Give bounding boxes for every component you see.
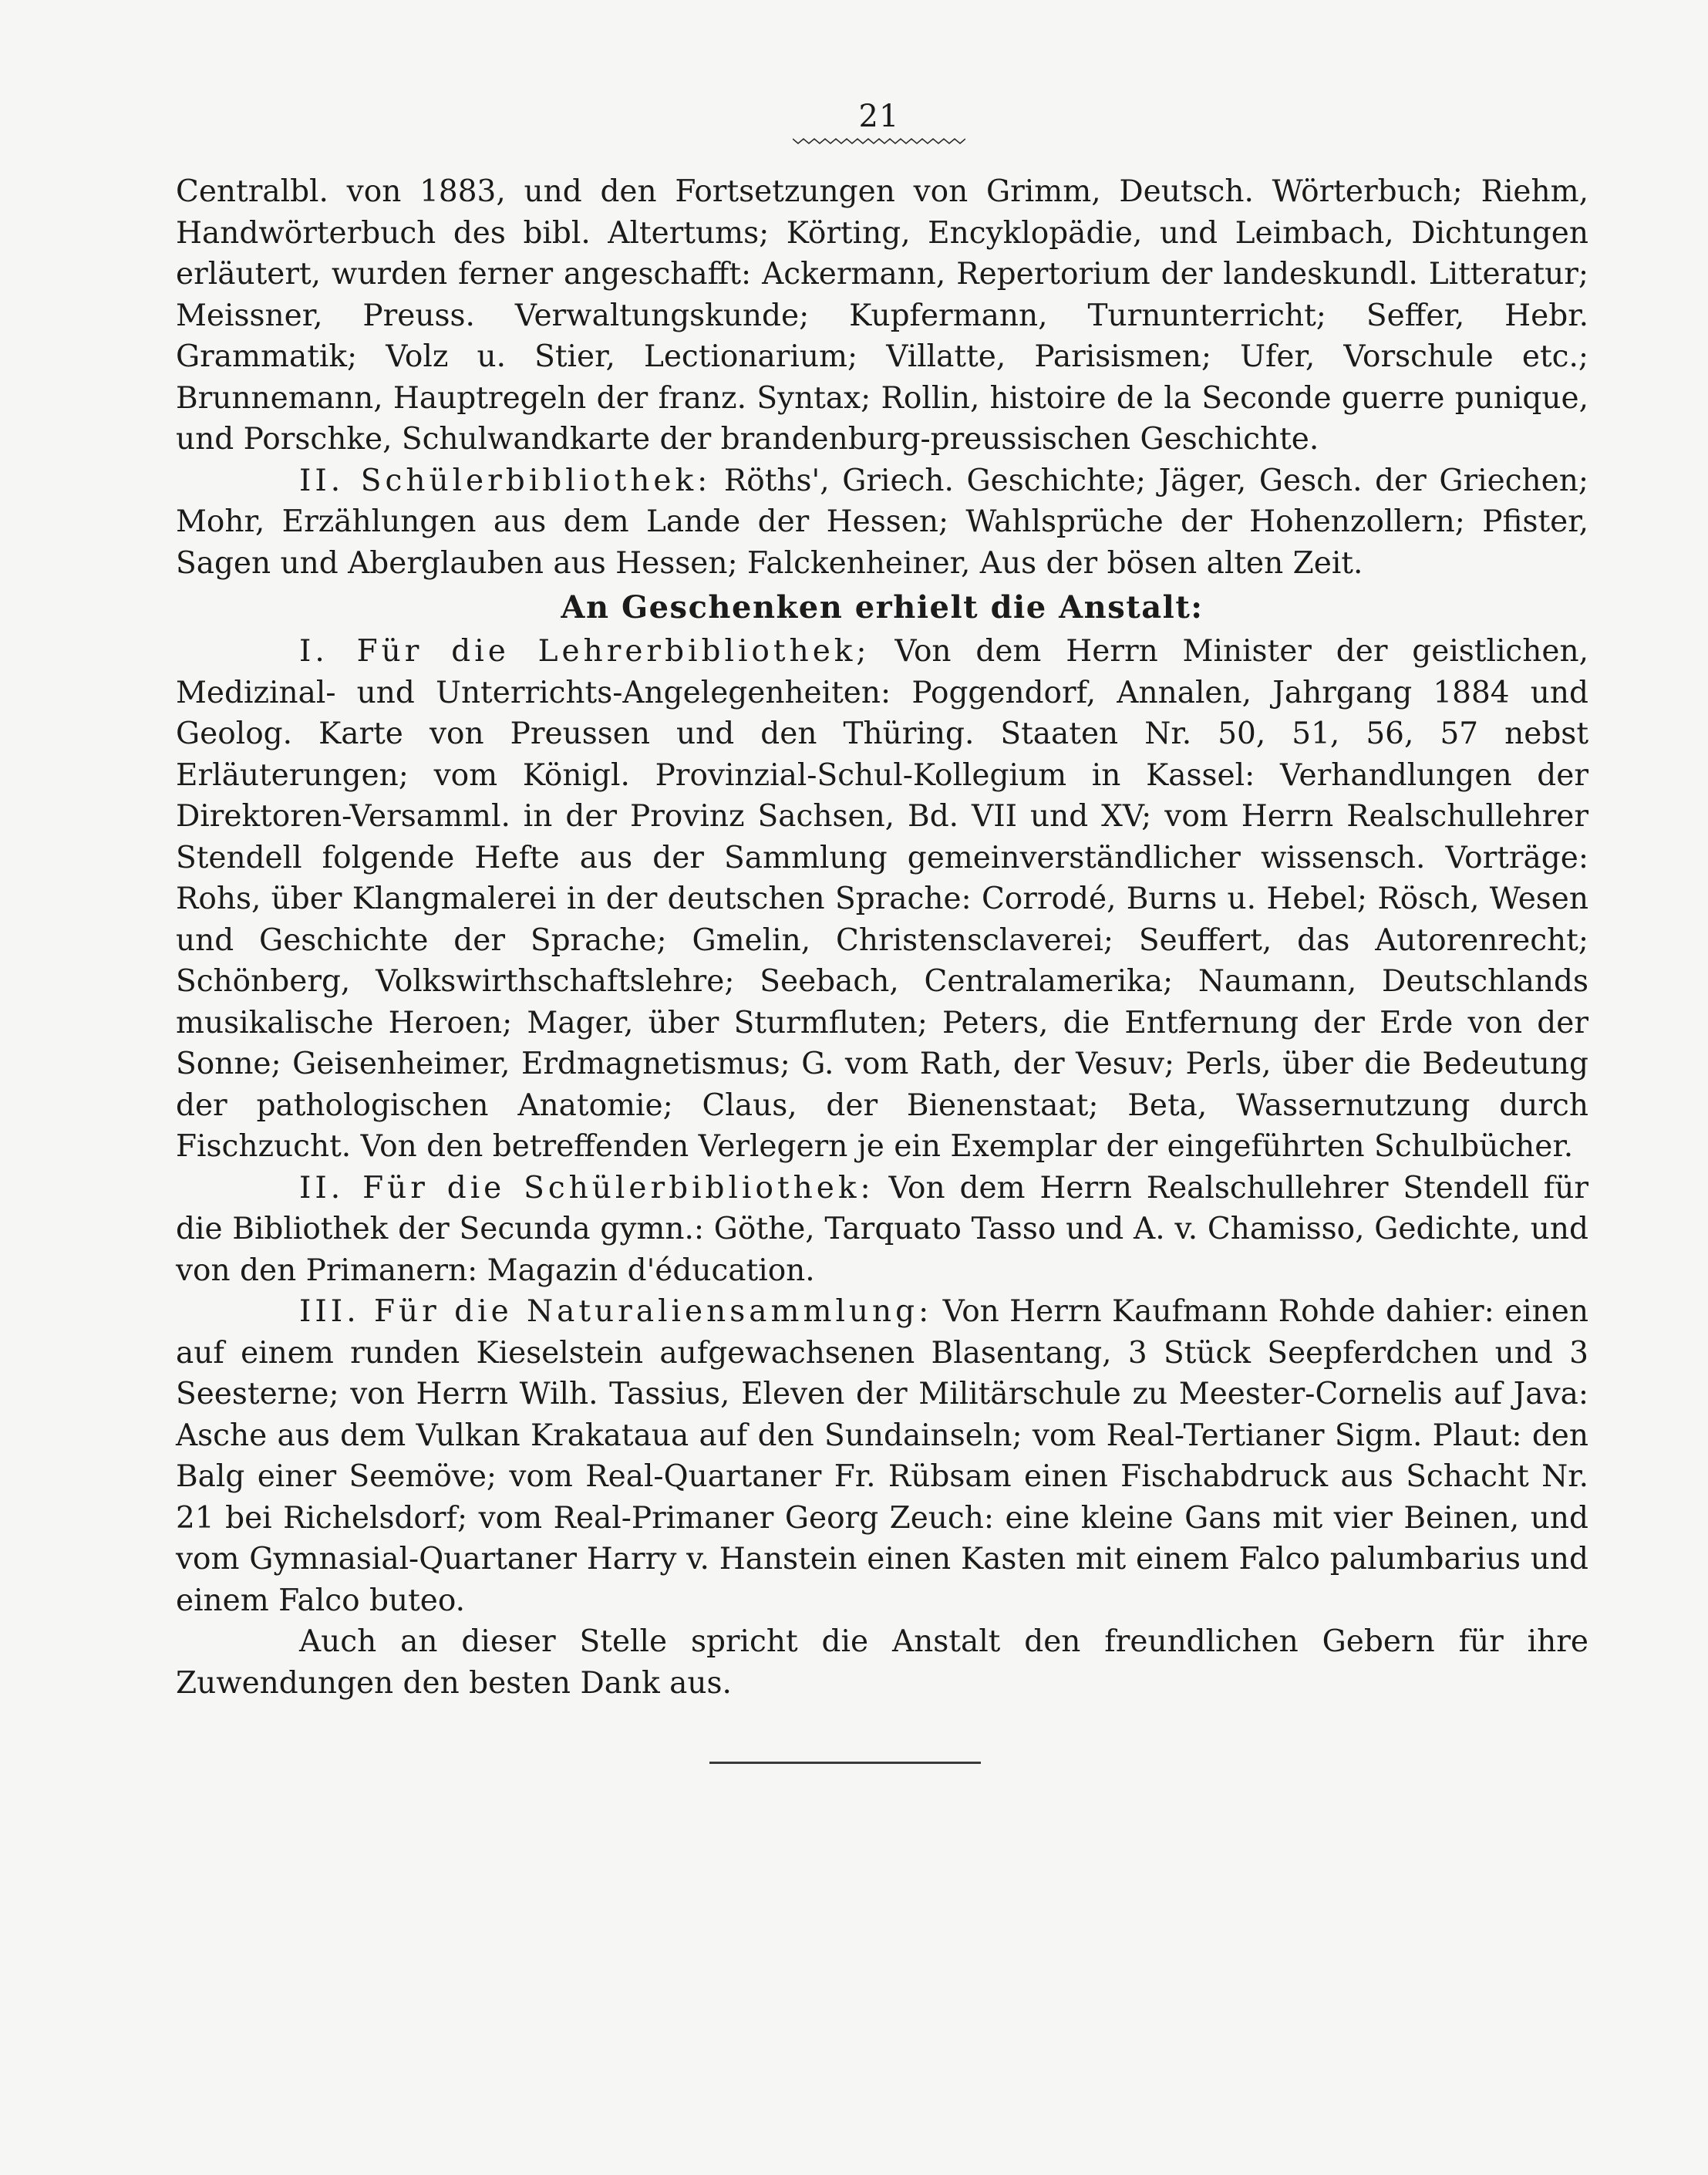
paragraph-thanks <box>176 1621 1588 1704</box>
paragraph-text: Röths', Griech. Geschichte; Jäger, Gesch. der Griechen; Mohr, Erzählungen aus dem Lande der Hessen; Wahlsprüche der Hohenzollern; Pfister, Sagen und Aberglauben aus Hessen; Falckenheiner, Aus der bösen alten Zeit. <box>176 463 1588 581</box>
paragraph-gifts-schuelerbibliothek <box>176 1168 1588 1292</box>
paragraph-text: Auch an dieser Stelle spricht die Anstalt den freundlichen Gebern für ihre Zuwendungen den besten Dank aus. <box>176 1624 1588 1701</box>
page-number: 21 <box>858 99 900 134</box>
paragraph-text: Centralbl. von 1883, und den Fortsetzungen von Grimm, Deutsch. Wörterbuch; Riehm, Handwörterbuch des bibl. Altertums; Körting, Encyklopädie, und Leimbach, Dichtungen erläutert, wurden ferner angeschafft: Ackermann, Repertorium der landeskundl. Litteratur; Meissner, Preuss. Verwaltungskunde; Kupfermann, Turnunterricht; Seffer, Hebr. Grammatik; Volz u. Stier, Lectionarium; Villatte, Parisismen; Ufer, Vorschule etc.; Brunnemann, Hauptregeln der franz. Syntax; Rollin, histoire de la Seconde guerre punique, und Porschke, Schulwandkarte der brandenburg-preussischen Geschichte. <box>176 174 1588 457</box>
section-heading: An Geschenken erhielt die Anstalt: <box>561 589 1204 626</box>
paragraph-schuelerbibliothek-purchases <box>176 460 1588 585</box>
closing-rule <box>709 1762 981 1764</box>
paragraph-gifts-naturaliensammlung <box>176 1291 1588 1621</box>
body-text <box>176 171 1588 1704</box>
paragraph-lead: I. Für die Lehrerbibliothek; <box>299 634 871 669</box>
paragraph-gifts-lehrerbibliothek <box>176 631 1588 1168</box>
paragraph-text: Von dem Herrn Minister der geistlichen, Medizinal- und Unterrichts-Angelegenheiten: Poggendorf, Annalen, Jahrgang 1884 und Geolog. Karte von Preussen und den Thüring. Staaten Nr. 50, 51, 56, 57 nebst Erläuterungen; vom Königl. Provinzial-Schul-Kollegium in Kassel: Verhandlungen der Direktoren-Versamml. in der Provinz Sachsen, Bd. VII und XV; vom Herrn Realschullehrer Stendell folgende Hefte aus der Sammlung gemeinverständlicher wissensch. Vorträge: Rohs, über Klangmalerei in der deutschen Sprache: Corrodé, Burns u. Hebel; Rösch, Wesen und Geschichte der Sprache; Gmelin, Christensclaverei; Seuffert, das Autorenrecht; Schönberg, Volkswirthschaftslehre; Seebach, Centralamerika; Naumann, Deutschlands musikalische Heroen; Mager, über Sturmfluten; Peters, die Entfernung der Erde von der Sonne; Geisenheimer, Erdmagnetismus; G. vom Rath, der Vesuv; Perls, über die Bedeutung der pathologischen Anatomie; Claus, der Bienenstaat; Beta, Wassernutzung durch Fischzucht. Von den betreffenden Verlegern je ein Exemplar der eingeführten Schulbücher. <box>176 634 1588 1164</box>
paragraph-lead: II. Schülerbibliothek: <box>299 463 712 498</box>
paragraph-lead: II. Für die Schülerbibliothek: <box>299 1170 874 1206</box>
paragraph-lead: III. Für die Naturaliensammlung: <box>299 1294 933 1329</box>
paragraph-lehrerbibliothek-purchases <box>176 171 1588 460</box>
paragraph-text: Von Herrn Kaufmann Rohde dahier: einen auf einem runden Kieselstein aufgewachsenen Blasentang, 3 Stück Seepferdchen und 3 Seesterne; von Herrn Wilh. Tassius, Eleven der Militärschule zu Meester-Cornelis auf Java: Asche aus dem Vulkan Krakataua auf den Sundainseln; vom Real-Tertianer Sigm. Plaut: den Balg einer Seemöve; vom Real-Quartaner Fr. Rübsam einen Fischabdruck aus Schacht Nr. 21 bei Richelsdorf; vom Real-Primaner Georg Zeuch: eine kleine Gans mit vier Beinen, und vom Gymnasial-Quartaner Harry v. Hanstein einen Kasten mit einem Falco palumbarius und einem Falco buteo. <box>176 1294 1588 1618</box>
page-number-ornament <box>793 137 965 145</box>
paragraph-text: Von dem Herrn Realschullehrer Stendell für die Bibliothek der Secunda gymn.: Göthe, Tarquato Tasso und A. v. Chamisso, Gedichte, und von den Primanern: Magazin d'éducation. <box>176 1170 1588 1288</box>
